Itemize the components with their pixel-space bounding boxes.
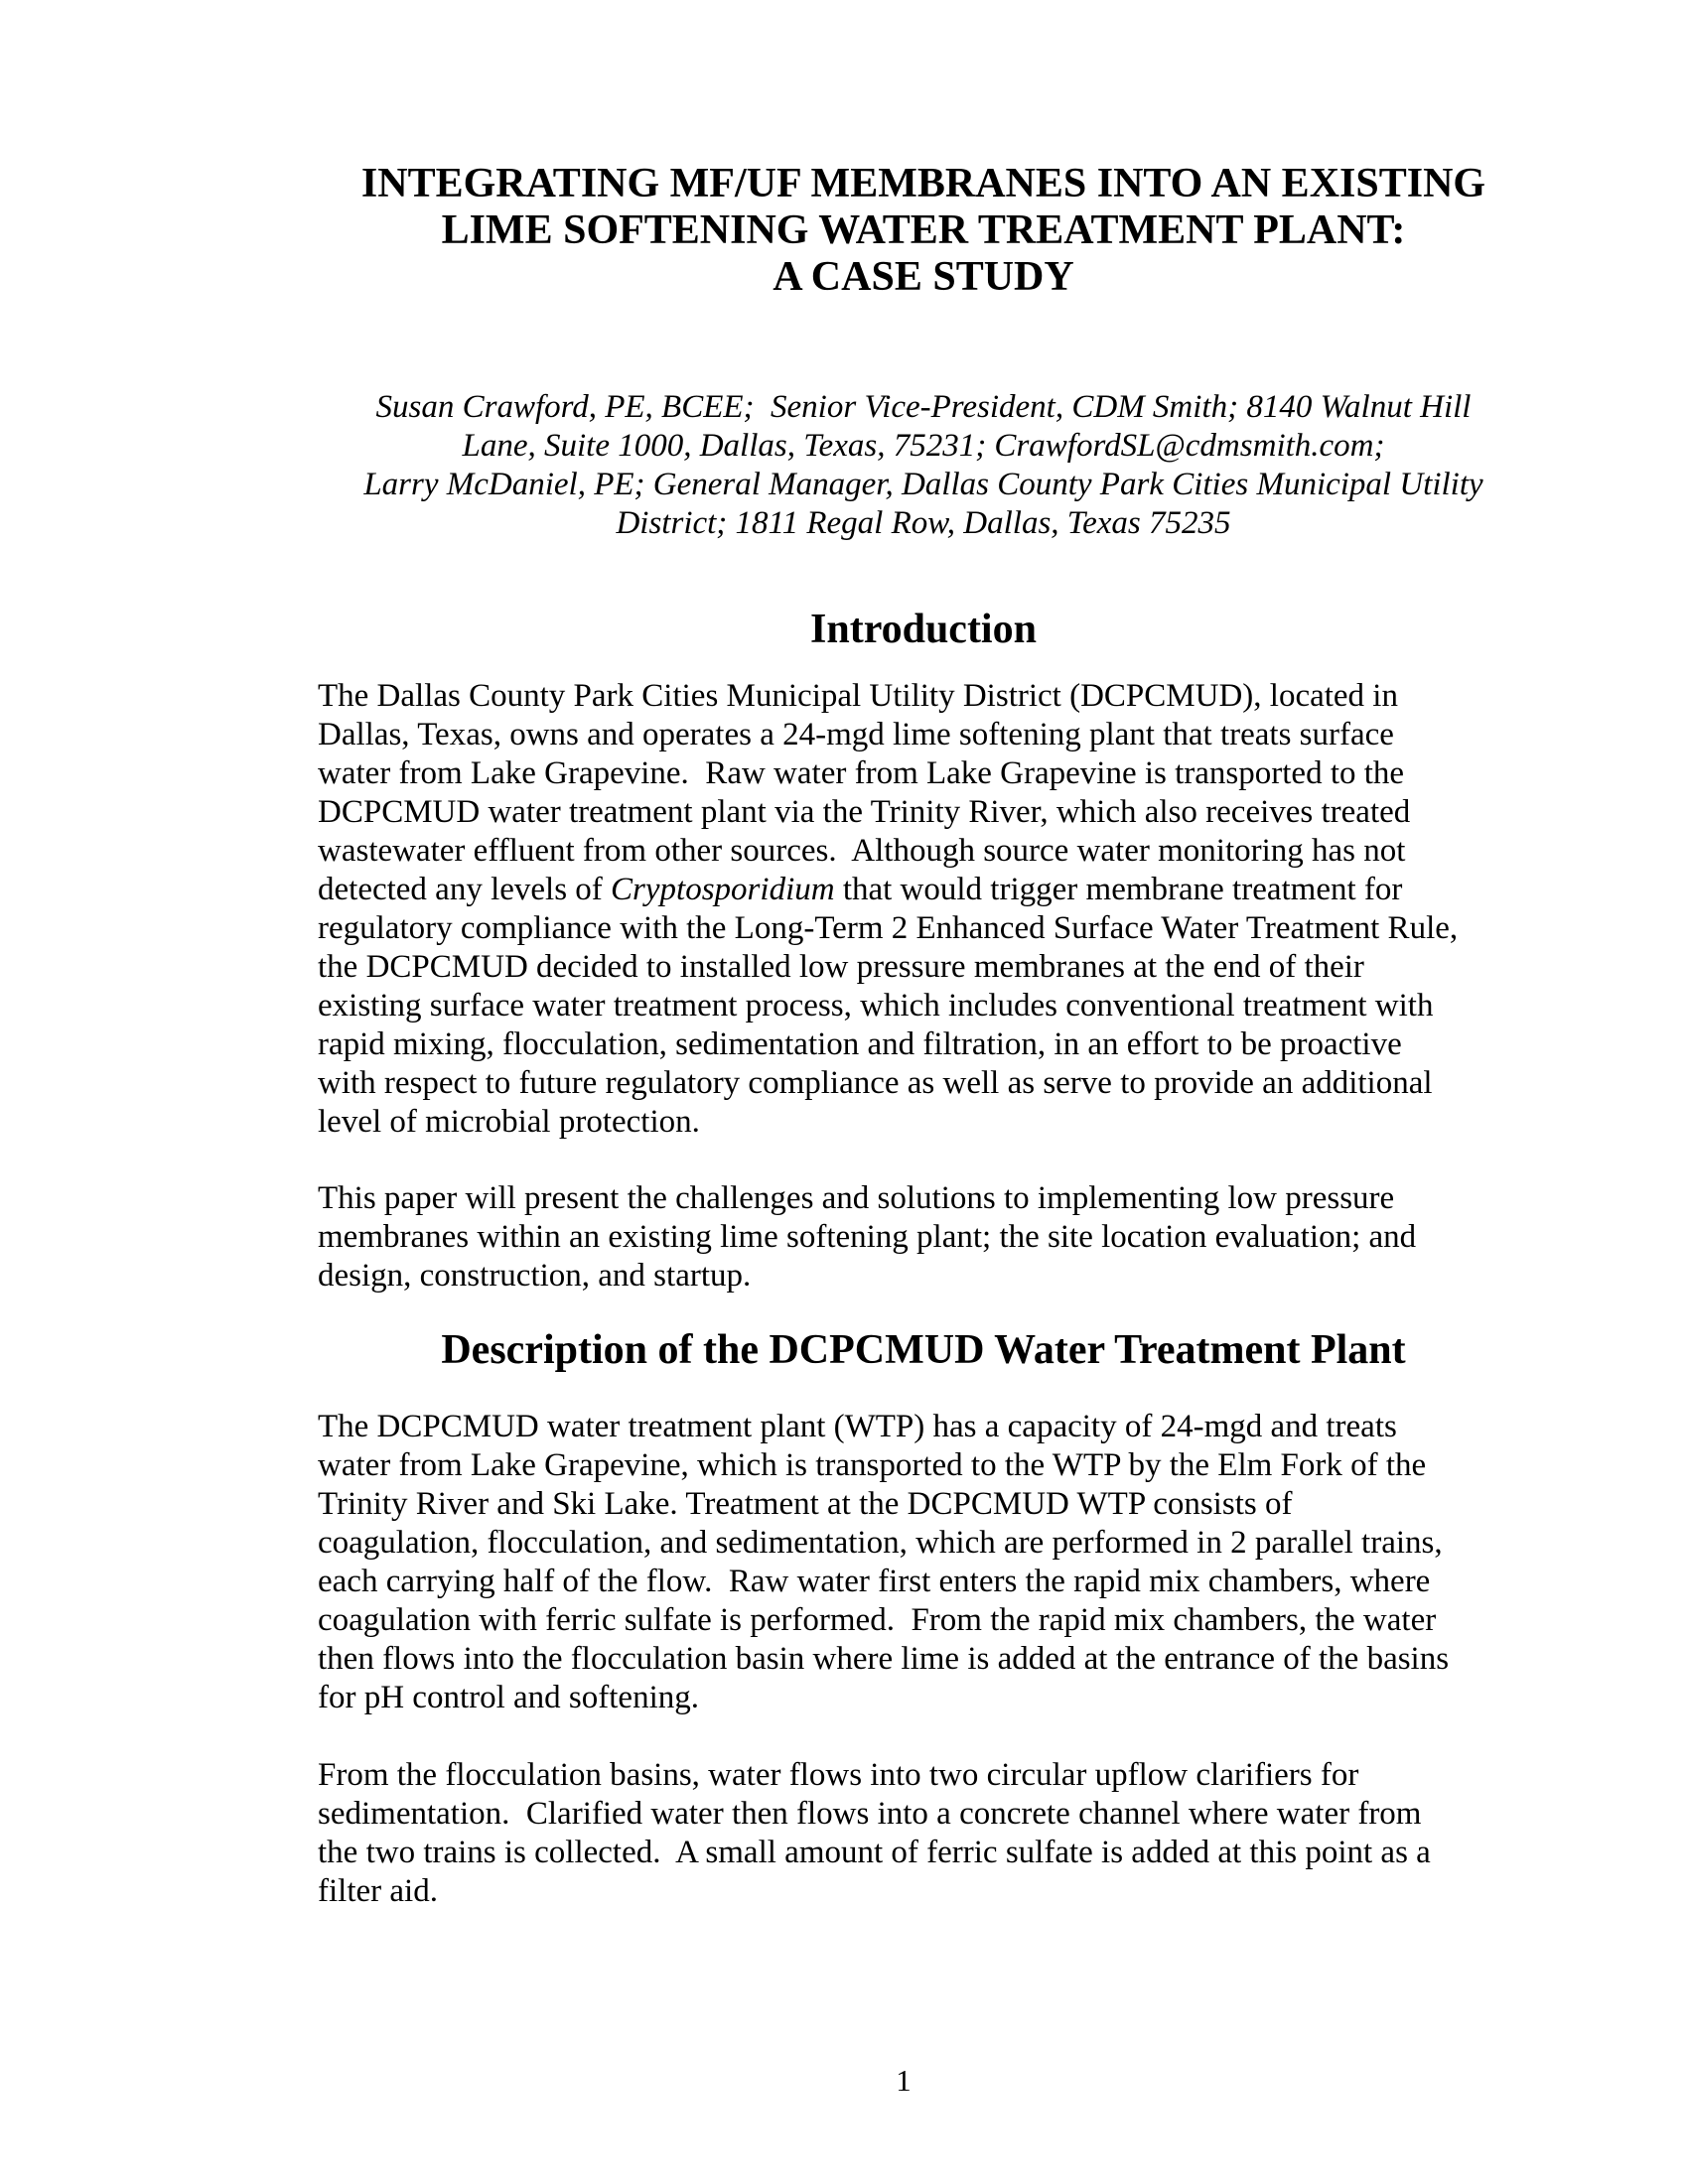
text-line: INTEGRATING MF/UF MEMBRANES INTO AN EXISTING: [360, 161, 1486, 206]
section-heading-introduction: Introduction: [810, 607, 1037, 652]
paragraph-description-1: The DCPCMUD water treatment plant (WTP) has a capacity of 24-mgd and treats water from Lake Grapevine, which is transported to the WTP by the Elm Fork of the Trinity River and Ski Lake. Treatment at the DCPCMUD WTP consists of coagulation, flocculation, and sedimentation, which are performed in 2 parallel trains, each carrying half of the flow. Raw water first enters the rapid mix chambers, where coagulation with ferric sulfate is performed. From the rapid mix chambers, the water then flows into the flocculation basin where lime is added at the entrance of the basins for pH control and softening.: [318, 1409, 1458, 1715]
section-heading-description: Description of the DCPCMUD Water Treatment Plant: [441, 1327, 1406, 1373]
text-line: District; 1811 Regal Row, Dallas, Texas 75235: [616, 505, 1231, 541]
paragraph-text: that would trigger membrane treatment for regulatory compliance with the Long-Term 2 Enhanced Surface Water Treatment Rule, the DCPCMUD decided to installed low pressure membranes at the end of their existing surface water treatment process, which includes conventional treatment with rapid mixing, flocculation, sedimentation and filtration, in an effort to be proactive with respect to future regulatory compliance as well as serve to provide an additional level of microbial protection.: [318, 872, 1467, 1140]
text-line: Lane, Suite 1000, Dallas, Texas, 75231; CrawfordSL@cdmsmith.com;: [462, 428, 1385, 464]
author-block: [352, 388, 1494, 543]
text-line: Susan Crawford, PE, BCEE; Senior Vice-President, CDM Smith; 8140 Walnut Hill: [375, 389, 1472, 425]
paragraph-description-2: From the flocculation basins, water flows into two circular upflow clarifiers for sedimentation. Clarified water then flows into a concrete channel where water from the two trains is collected. A small amount of ferric sulfate is added at this point as a filter aid.: [318, 1757, 1440, 1909]
italic-term-cryptosporidium: Cryptosporidium: [611, 872, 835, 907]
page-number: 1: [896, 2063, 912, 2098]
paragraph-introduction-2: This paper will present the challenges and solutions to implementing low pressure membranes within an existing lime softening plant; the site location evaluation; and design, construction, and startup.: [318, 1180, 1425, 1294]
paper-title: [352, 161, 1494, 301]
paragraph-introduction-1: [318, 677, 1467, 1142]
text-line: Larry McDaniel, PE; General Manager, Dallas County Park Cities Municipal Utility: [363, 467, 1483, 502]
page-content: [318, 0, 1486, 1911]
paragraph-text: The Dallas County Park Cities Municipal Utility District (DCPCMUD), located in Dallas, Texas, owns and operates a 24-mgd lime softening plant that treats surface water from Lake Grapevine. Raw water from Lake Grapevine is transported to the DCPCMUD water treatment plant via the Trinity River, which also receives treated wastewater effluent from other sources. Although source water monitoring has not detected any levels of: [318, 678, 1419, 907]
text-line: A CASE STUDY: [773, 254, 1074, 300]
text-line: LIME SOFTENING WATER TREATMENT PLANT:: [441, 207, 1406, 253]
